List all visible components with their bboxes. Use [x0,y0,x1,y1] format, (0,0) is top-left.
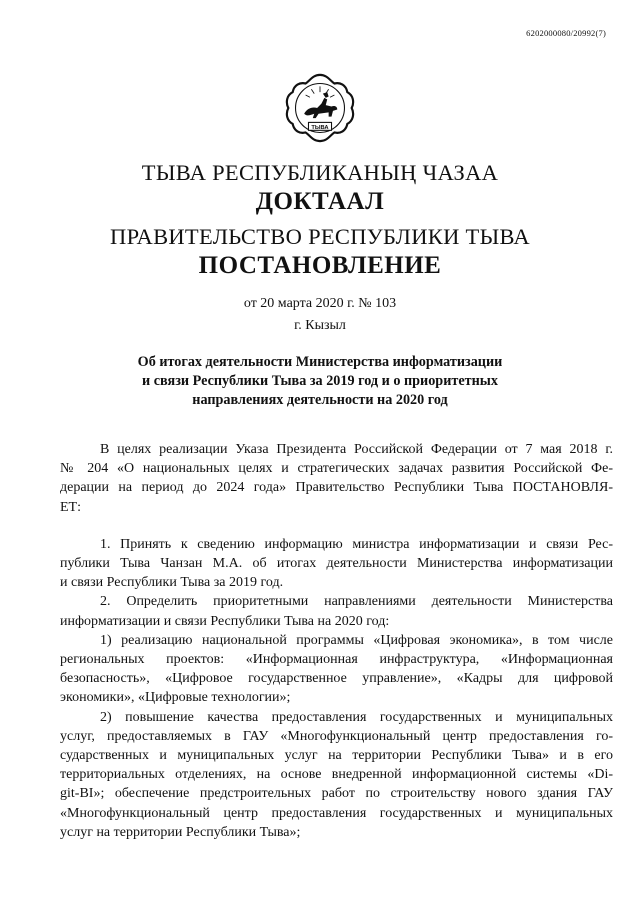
paragraph-line: № 204 «О национальных целях и стратегических задачах развития Российской Фе- [60,461,613,477]
document-title [0,353,640,410]
paragraph-line: безопасность», «Цифровое государственное управление», «Кадры для цифровой [60,671,613,687]
paragraph-line: 2. Определить приоритетными направлениями деятельности Министерства [100,594,613,610]
emblem-label: ТЫВА [311,124,329,131]
russian-government-heading: ПРАВИТЕЛЬСТВО РЕСПУБЛИКИ ТЫВА [110,224,530,249]
paragraph-line: региональных проектов: «Информационная инфраструктура, «Информационная [60,652,613,668]
subclause-2-paragraph [60,708,613,842]
paragraph-line: территориальных отделениях, на основе внедренной информационной системы «Di- [60,767,613,783]
title-line: Об итогах деятельности Министерства информатизации [137,354,503,370]
paragraph-line: ЕТ: [60,499,81,515]
paragraph-line: дерации на период до 2024 года» Правительство Республики Тыва ПОСТАНОВЛЯ- [60,480,613,496]
subclause-1-paragraph [60,631,613,708]
paragraph-line: git-BI»; обеспечение предстроительных работ по строительству нового здания ГАУ [60,786,613,802]
preamble-paragraph [60,440,613,517]
tuva-emblem-icon [284,72,356,144]
paragraph-line: 2) повышение качества предоставления государственных и муниципальных [100,709,613,725]
paragraph-line: услуг, предоставляемых в ГАУ «Многофункциональный центр предоставления го- [60,728,613,744]
paragraph-line: «Многофункциональный центр предоставления государственных и муниципальных [60,805,613,821]
tuvan-doctype-heading: ДОКТААЛ [255,188,385,215]
paragraph-line: В целях реализации Указа Президента Российской Федерации от 7 мая 2018 г. [100,442,613,457]
document-city: г. Кызыл [294,318,346,333]
document-date: от 20 марта 2020 г. № 103 [243,296,397,311]
clause-1-paragraph [60,535,613,593]
title-line: и связи Республики Тыва за 2019 год и о приоритетных [142,373,498,389]
paragraph-line: услуг на территории Республики Тыва»; [60,824,301,840]
title-line: направлениях деятельности на 2020 год [192,392,448,408]
paragraph-line: публики Тыва Чанзан М.А. об итогах деятельности Министерства информатизации [60,556,613,572]
paragraph-line: сударственных и муниципальных услуг на территории Республики Тыва» и в его [60,748,613,764]
clause-2-paragraph [60,592,613,630]
russian-doctype-heading: ПОСТАНОВЛЕНИЕ [198,252,442,279]
paragraph-line: 1) реализацию национальной программы «Цифровая экономика», в том числе [100,632,613,648]
paragraph-line: 1. Принять к сведению информацию министра информатизации и связи Рес- [100,536,613,552]
document-body [60,440,613,842]
document-id: 6202000080/20992(7) [526,28,606,38]
paragraph-line: и связи Республики Тыва за 2019 год. [60,575,284,591]
paragraph-line: экономики», «Цифровые технологии»; [60,690,291,706]
paragraph-line: информатизации и связи Республики Тыва на 2020 год: [60,613,390,629]
tuvan-government-heading: ТЫВА РЕСПУБЛИКАНЫҢ ЧАЗАА [141,160,499,185]
